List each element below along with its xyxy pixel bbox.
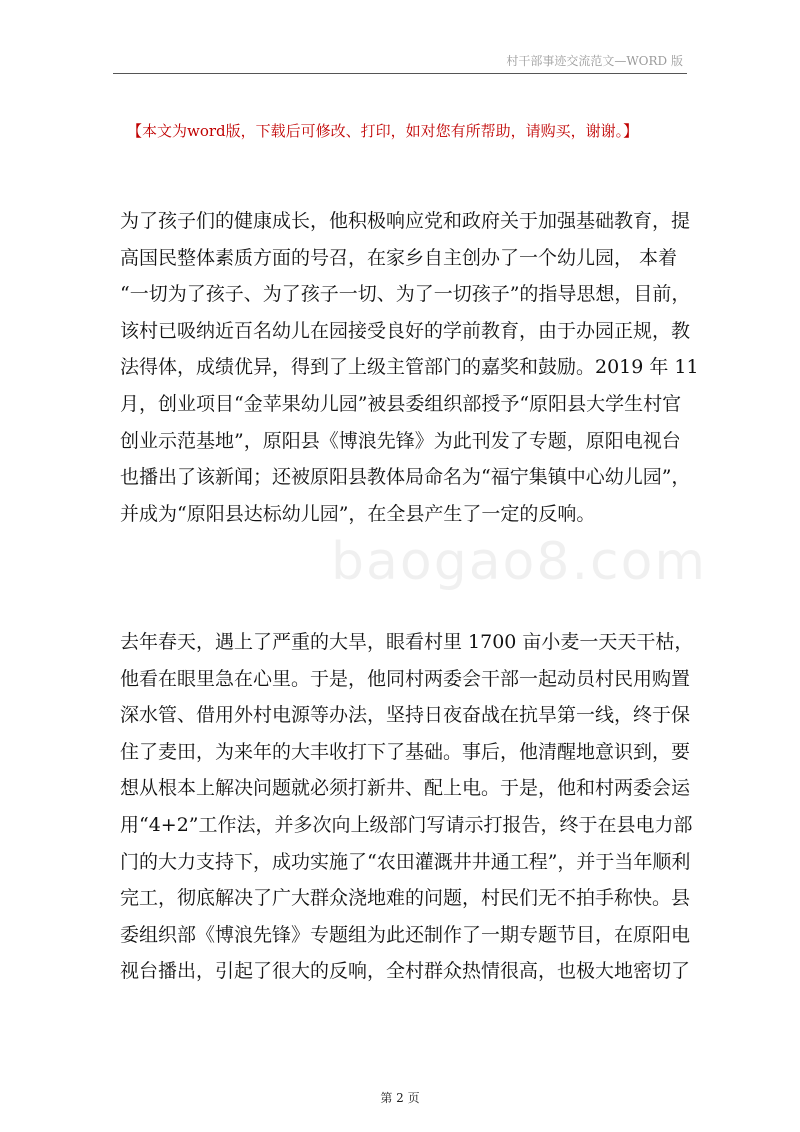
paragraph-line: 为了孩子们的健康成长，他积极响应党和政府关于加强基础教育，提 <box>120 210 691 232</box>
paragraph-line: 创业示范基地”，原阳县《博浪先锋》为此刊发了专题，原阳电视台 <box>120 429 681 452</box>
header-divider <box>113 73 687 74</box>
paragraph-line: 门的大力支持下，成功实施了“农田灌溉井井通工程”，并于当年顺利 <box>120 850 691 873</box>
paragraph-line: 他看在眼里急在心里。于是，他同村两委会干部一起动员村民用购置 <box>120 667 691 690</box>
paragraph-line: 高国民整体素质方面的号召，在家乡自主创办了一个幼儿园， 本着 <box>120 246 678 269</box>
paragraph-line: “一切为了孩子、为了孩子一切、为了一切孩子”的指导思想，目前， <box>120 283 691 306</box>
paragraph-line: 也播出了该新闻；还被原阳县教体局命名为“福宁集镇中心幼儿园”， <box>120 466 691 489</box>
page-number: 第 2 页 <box>380 1091 420 1105</box>
paragraph-line: 去年春天，遇上了严重的大旱，眼看村里 1700 亩小麦一天天干枯， <box>120 631 694 653</box>
paragraph-line: 委组织部《博浪先锋》专题组为此还制作了一期专题节目，在原阳电 <box>120 923 691 946</box>
purchase-notice: 【本文为word版，下载后可修改、打印，如对您有所帮助，请购买，谢谢。】 <box>127 122 639 140</box>
paragraph-line: 完工，彻底解决了广大群众浇地难的问题，村民们无不拍手称快。县 <box>120 887 691 910</box>
page-header-title: 村干部事迹交流范文—WORD 版 <box>506 54 683 68</box>
paragraph-line: 想从根本上解决问题就必须打新井、配上电。于是，他和村两委会运 <box>120 777 691 800</box>
paragraph-line: 并成为“原阳县达标幼儿园”，在全县产生了一定的反响。 <box>120 502 596 525</box>
paragraph-line: 住了麦田，为来年的大丰收打下了基础。事后，他清醒地意识到，要 <box>120 740 691 763</box>
paragraph-line: 该村已吸纳近百名幼儿在园接受良好的学前教育，由于办园正规，教 <box>120 319 691 342</box>
paragraph-line: 视台播出，引起了很大的反响，全村群众热情很高，也极大地密切了 <box>120 960 691 983</box>
paragraph-line: 月，创业项目“金苹果幼儿园”被县委组织部授予“原阳县大学生村官 <box>120 392 682 415</box>
paragraph-line: 深水管、借用外村电源等办法，坚持日夜奋战在抗旱第一线，终于保 <box>120 704 691 727</box>
paragraph-2 <box>120 624 694 990</box>
paragraph-1 <box>120 203 699 532</box>
paragraph-line: 用“4+2”工作法，并多次向上级部门写请示打报告，终于在县电力部 <box>120 813 693 836</box>
paragraph-line: 法得体，成绩优异，得到了上级主管部门的嘉奖和鼓励。2019 年 11 <box>120 356 699 379</box>
watermark: baogao8.com <box>331 532 708 592</box>
